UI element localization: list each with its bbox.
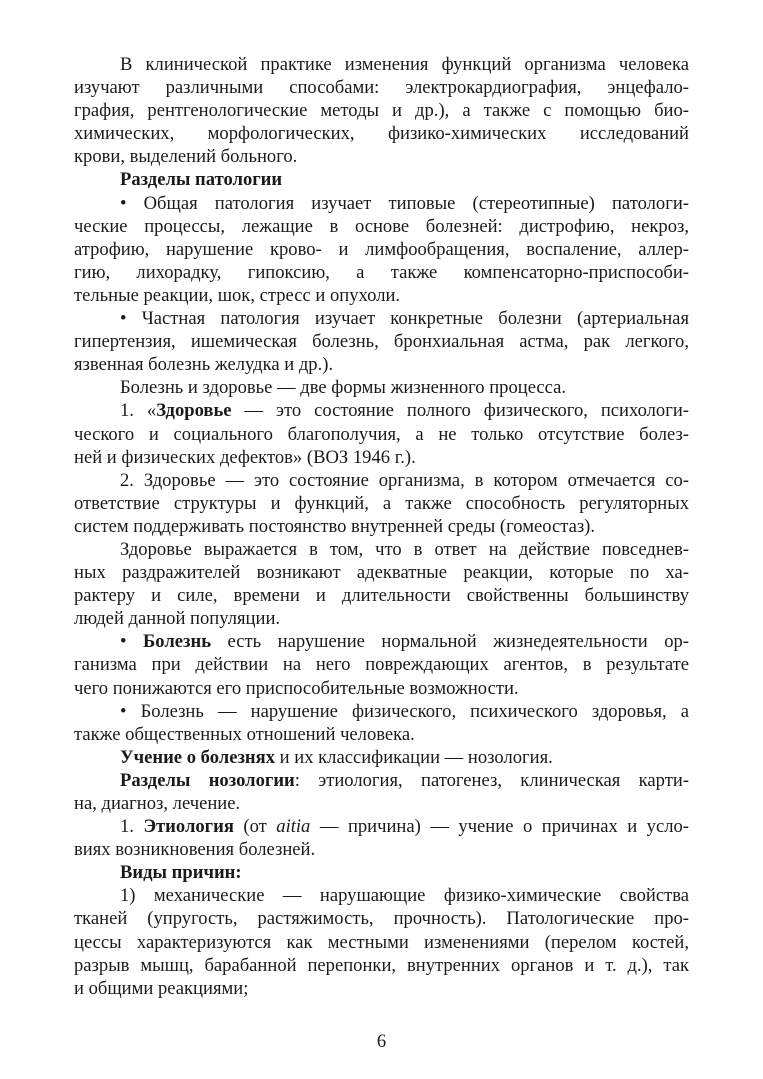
text-line: язвенная болезнь желудка и др.). (74, 354, 334, 376)
text-line: гипертензия, ишемическая болезнь, бронхиальная астма, рак легкого, (74, 331, 689, 353)
text-line: Здоровье выражается в том, что в ответ на действие повседнев- (120, 538, 689, 560)
text-line: разрыв мышц, барабанной перепонки, внутренних органов и т. д.), так (74, 954, 689, 976)
text-run: : этиология, патогенез, клиническая карти- (294, 769, 689, 791)
paragraph-special-pathology (74, 307, 689, 376)
term-bold: Этиология (143, 816, 234, 838)
text-line: • Болезнь — нарушение физического, психического здоровья, а (120, 700, 689, 722)
page-number: 6 (376, 1031, 387, 1052)
paragraph-etiology (74, 815, 689, 861)
text-line: атрофию, нарушение крово- и лимфообращения, воспаление, аллер- (74, 238, 689, 260)
term-bold: Учение о болезнях (120, 746, 275, 768)
text-line: ческого и социального благополучия, а не только отсутствие болез- (74, 423, 689, 445)
text-line: людей данной популяции. (74, 608, 281, 630)
text-line: графия, рентгенологические методы и др.), а также с помощью био- (74, 100, 689, 122)
paragraph-disease-health: Болезнь и здоровье — две формы жизненного процесса. (120, 377, 567, 399)
text-line: гию, лихорадку, гипоксию, а также компенсаторно-приспособи- (74, 261, 689, 283)
text-line: • Частная патология изучает конкретные болезни (артериальная (120, 308, 689, 330)
text-line: ных раздражителей возникают адекватные реакции, которые по ха- (74, 562, 689, 584)
section-heading-pathology: Разделы патологии (120, 169, 283, 191)
section-heading-causes: Виды причин: (120, 862, 242, 884)
text-run: — это состояние полного физического, психологи- (231, 400, 689, 422)
term-bold: Болезнь (143, 631, 212, 653)
paragraph-health-expression (74, 538, 689, 630)
text-line: В клинической практике изменения функций организма человека (120, 54, 689, 75)
text-line: ответствие структуры и функций, а также способность регуляторных (74, 492, 689, 514)
text-line: ганизма при действии на него повреждающих агентов, в результате (74, 654, 689, 676)
text-line: ческие процессы, лежащие в основе болезней: дистрофию, некроз, (74, 215, 689, 237)
paragraph-nosology (74, 746, 689, 769)
text-line: и общими реакциями; (74, 977, 249, 999)
text-line: изучают различными способами: электрокардиография, энцефало- (74, 77, 689, 99)
paragraph-general-pathology (74, 192, 689, 307)
text-line: • Общая патология изучает типовые (стереотипные) патологи- (120, 192, 689, 214)
text-run: — причина) — учение о причинах и усло- (310, 816, 689, 838)
text-line: ней и физических дефектов» (ВОЗ 1946 г.). (74, 446, 416, 468)
text-line: также общественных отношений человека. (74, 723, 415, 745)
text-line: на, диагноз, лечение. (74, 793, 241, 814)
text-line (74, 399, 689, 422)
paragraph-nosology-sections (74, 769, 689, 815)
text-run: есть нарушение нормальной жизнедеятельности ор- (211, 631, 689, 653)
text-run: • (120, 631, 144, 653)
text-line: чего понижаются его приспособительные возможности. (74, 677, 519, 699)
text-line (74, 815, 689, 838)
text-line: тканей (упругость, растяжимость, прочность). Патологические про- (74, 908, 689, 930)
term-italic: aitia (276, 816, 311, 838)
page-body (74, 53, 689, 1000)
text-line: крови, выделений больного. (74, 146, 298, 168)
term-bold: Здоровье (156, 400, 232, 422)
text-line: цессы характеризуются как местными изменениями (перелом костей, (74, 931, 689, 953)
text-run: 1. (120, 816, 144, 838)
text-line (74, 769, 689, 792)
text-line: виях возникновения болезней. (74, 839, 316, 861)
paragraph-mechanical-causes (74, 884, 689, 999)
text-line: 1) механические — нарушающие физико-химические свойства (120, 885, 689, 907)
text-line: рактеру и силе, времени и длительности свойственны большинству (74, 585, 689, 607)
text-line: систем поддерживать постоянство внутренней среды (гомеостаз). (74, 515, 596, 537)
text-line (74, 630, 689, 653)
text-run: 1. « (120, 400, 157, 422)
paragraph-disease-violation (74, 700, 689, 746)
text-line: тельные реакции, шок, стресс и опухоли. (74, 284, 401, 306)
paragraph-disease-definition (74, 630, 689, 699)
term-bold: Разделы нозологии (120, 769, 295, 791)
text-run: и их классификации — нозология. (275, 746, 553, 768)
paragraph-health-definition-1 (74, 399, 689, 468)
text-line: 2. Здоровье — это состояние организма, в котором отмечается со- (120, 469, 689, 491)
paragraph-health-definition-2 (74, 469, 689, 538)
text-run: (от (233, 816, 277, 838)
paragraph-intro (74, 53, 689, 168)
text-line: химических, морфологических, физико-химических исследований (74, 123, 689, 145)
